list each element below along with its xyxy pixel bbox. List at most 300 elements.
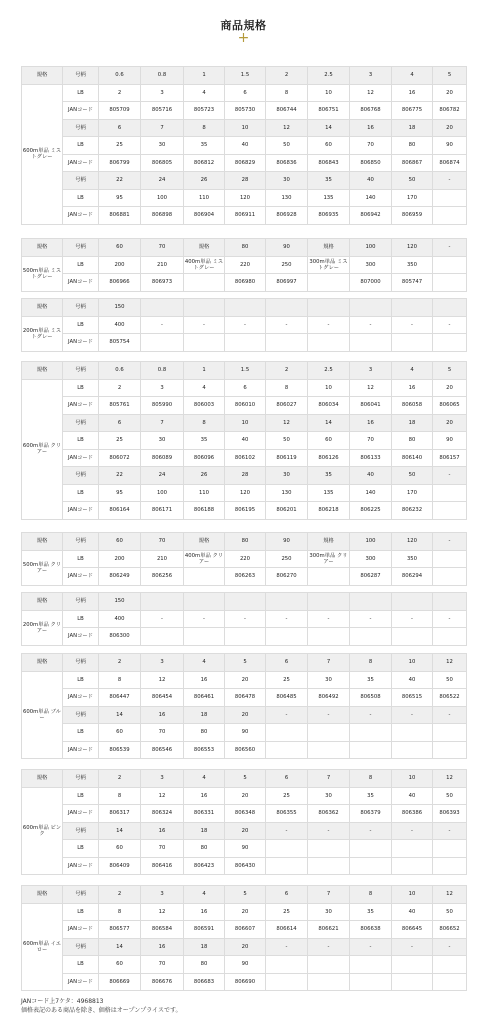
table-row — [22, 397, 467, 415]
table-cell: 805990 — [141, 397, 184, 415]
table-cell: 806256 — [141, 568, 184, 586]
table-cell: 90 — [225, 840, 266, 858]
table-row — [22, 724, 467, 742]
table-cell: 0.6 — [99, 362, 141, 380]
table-cell: 12 — [433, 654, 467, 672]
table-cell: 50 — [433, 903, 467, 921]
table-row — [22, 432, 467, 450]
table-cell: 3 — [350, 67, 392, 85]
table-cell: 80 — [225, 533, 266, 551]
row-label-cell: JANコード — [63, 449, 99, 467]
table-cell — [266, 973, 308, 991]
table-cell: 20 — [225, 938, 266, 956]
table-cell: 7 — [141, 119, 184, 137]
table-row — [22, 137, 467, 155]
table-cell: 806843 — [308, 154, 350, 172]
table-cell: 806799 — [99, 154, 141, 172]
table-cell: 2.5 — [308, 362, 350, 380]
table-cell: 90 — [266, 239, 308, 257]
table-cell: 0.8 — [141, 362, 184, 380]
table-cell: 806126 — [308, 449, 350, 467]
table-cell: 806515 — [392, 689, 433, 707]
table-cell: 6 — [266, 654, 308, 672]
table-cell: 806805 — [141, 154, 184, 172]
table-cell: 3 — [141, 886, 184, 904]
table-cell — [308, 857, 350, 875]
table-cell — [266, 956, 308, 974]
table-cell: 70 — [141, 840, 184, 858]
row-label-cell: 号柄 — [63, 172, 99, 190]
table-cell: 806089 — [141, 449, 184, 467]
row-label-cell: JANコード — [63, 154, 99, 172]
table-cell — [392, 857, 433, 875]
table-row — [22, 903, 467, 921]
table-cell: 135 — [308, 484, 350, 502]
table-cell: 16 — [141, 938, 184, 956]
table-cell: - — [433, 822, 467, 840]
table-cell: 70 — [141, 956, 184, 974]
row-label-cell: LB — [63, 432, 99, 450]
table-cell — [433, 256, 467, 274]
product-name-cell: 600m単品 ピンク — [22, 787, 63, 875]
table-cell: 110 — [184, 189, 225, 207]
row-label-cell: LB — [63, 550, 99, 568]
table-cell: - — [308, 610, 350, 628]
row-label-cell: LB — [63, 903, 99, 921]
table-cell: 14 — [308, 119, 350, 137]
table-cell: 806980 — [225, 274, 266, 292]
table-cell — [308, 741, 350, 759]
table-row — [22, 886, 467, 904]
row-label-cell: 号柄 — [63, 593, 99, 611]
table-row — [22, 256, 467, 274]
table-cell — [308, 334, 350, 352]
table-cell: 50 — [392, 467, 433, 485]
table-cell: - — [392, 938, 433, 956]
table-cell — [392, 628, 433, 646]
table-cell: 90 — [266, 533, 308, 551]
table-cell: 80 — [392, 137, 433, 155]
table-cell: 0.8 — [141, 67, 184, 85]
table-row — [22, 671, 467, 689]
table-cell: 806287 — [350, 568, 392, 586]
table-cell: 2 — [99, 770, 141, 788]
table-cell: 350 — [392, 256, 433, 274]
table-cell: 5 — [433, 362, 467, 380]
table-cell: 12 — [266, 414, 308, 432]
table-cell — [392, 956, 433, 974]
table-cell — [392, 334, 433, 352]
table-cell: 1.5 — [225, 362, 266, 380]
table-cell: 400 — [99, 316, 141, 334]
table-cell: 805730 — [225, 102, 266, 120]
table-cell: 806768 — [350, 102, 392, 120]
table-cell: 80 — [184, 840, 225, 858]
spec-header-cell: 規格 — [22, 533, 63, 551]
table-cell: 6 — [99, 119, 141, 137]
table-row — [22, 119, 467, 137]
table-cell: 50 — [433, 671, 467, 689]
table-cell: 80 — [225, 239, 266, 257]
table-cell — [225, 334, 266, 352]
table-cell: 806386 — [392, 805, 433, 823]
table-cell: 806300 — [99, 628, 141, 646]
row-label-cell: JANコード — [63, 334, 99, 352]
table-cell: 806577 — [99, 921, 141, 939]
table-cell: 135 — [308, 189, 350, 207]
table-cell: - — [433, 316, 467, 334]
table-cell: 8 — [99, 671, 141, 689]
table-cell — [266, 628, 308, 646]
table-cell: 18 — [184, 938, 225, 956]
table-cell — [433, 550, 467, 568]
table-cell: 16 — [350, 119, 392, 137]
table-cell: 8 — [350, 654, 392, 672]
table-cell — [266, 857, 308, 875]
jan-prefix-note: JANコード上7ケタ：4968813 — [21, 998, 104, 1005]
table-cell: 60 — [99, 239, 141, 257]
table-cell — [266, 840, 308, 858]
row-label-cell: JANコード — [63, 397, 99, 415]
table-cell: 806669 — [99, 973, 141, 991]
table-cell: 8 — [350, 770, 392, 788]
table-cell: 18 — [392, 119, 433, 137]
table-row — [22, 610, 467, 628]
table-cell: - — [350, 610, 392, 628]
table-cell: 300m単品 ミストグレー — [308, 256, 350, 274]
spec-header-cell: 規格 — [22, 299, 63, 317]
page-title: 商品規格 — [220, 19, 267, 32]
table-cell: - — [308, 938, 350, 956]
table-cell: 8 — [184, 119, 225, 137]
table-cell: 806614 — [266, 921, 308, 939]
table-cell: 805716 — [141, 102, 184, 120]
table-cell: 5 — [225, 770, 266, 788]
table-cell: 18 — [184, 706, 225, 724]
table-cell: 60 — [99, 840, 141, 858]
table-cell: 25 — [266, 903, 308, 921]
table-cell: 70 — [141, 533, 184, 551]
table-cell: 805754 — [99, 334, 141, 352]
table-row — [22, 770, 467, 788]
table-cell: 806041 — [350, 397, 392, 415]
table-cell: 40 — [350, 172, 392, 190]
table-cell — [141, 593, 184, 611]
table-cell: 3 — [141, 770, 184, 788]
table-row — [22, 956, 467, 974]
table-cell — [392, 840, 433, 858]
table-cell: - — [266, 938, 308, 956]
spec-table — [21, 238, 467, 292]
table-cell: 806867 — [392, 154, 433, 172]
footnotes — [21, 997, 182, 1015]
table-cell: 10 — [392, 654, 433, 672]
table-cell: 7 — [308, 770, 350, 788]
product-name-cell: 600m単品 ミストグレー — [22, 84, 63, 224]
table-cell: 806935 — [308, 207, 350, 225]
table-cell: 806911 — [225, 207, 266, 225]
table-cell: 806270 — [266, 568, 308, 586]
table-cell: 20 — [433, 379, 467, 397]
spec-header-cell: 規格 — [22, 362, 63, 380]
table-cell — [350, 628, 392, 646]
table-cell: 6 — [225, 379, 266, 397]
table-cell — [433, 956, 467, 974]
row-label-cell: JANコード — [63, 741, 99, 759]
table-cell: - — [433, 172, 467, 190]
table-cell: 7 — [308, 886, 350, 904]
table-cell — [308, 274, 350, 292]
table-cell: 806560 — [225, 741, 266, 759]
row-label-cell: 号柄 — [63, 533, 99, 551]
table-cell: 140 — [350, 189, 392, 207]
table-cell: 12 — [141, 903, 184, 921]
table-cell: 140 — [350, 484, 392, 502]
table-cell — [433, 274, 467, 292]
table-cell: 806850 — [350, 154, 392, 172]
table-cell: - — [433, 610, 467, 628]
table-cell — [350, 334, 392, 352]
table-cell — [350, 840, 392, 858]
table-cell — [141, 334, 184, 352]
table-row — [22, 154, 467, 172]
table-cell: 806010 — [225, 397, 266, 415]
table-cell: 4 — [184, 654, 225, 672]
table-cell: 16 — [350, 414, 392, 432]
table-cell: 8 — [99, 903, 141, 921]
table-cell — [433, 484, 467, 502]
table-row — [22, 857, 467, 875]
table-cell: 2 — [266, 67, 308, 85]
table-cell — [350, 299, 392, 317]
table-cell: 25 — [266, 671, 308, 689]
table-cell: 60 — [308, 137, 350, 155]
table-cell — [308, 628, 350, 646]
table-cell: 806133 — [350, 449, 392, 467]
table-cell — [308, 593, 350, 611]
table-cell: 3 — [141, 654, 184, 672]
table-cell: 806973 — [141, 274, 184, 292]
table-cell: 1 — [184, 67, 225, 85]
table-cell: 80 — [184, 724, 225, 742]
table-cell: 14 — [99, 938, 141, 956]
table-cell: - — [266, 822, 308, 840]
table-cell: 806201 — [266, 502, 308, 520]
table-cell: 806195 — [225, 502, 266, 520]
table-cell: 100 — [350, 533, 392, 551]
table-cell: 22 — [99, 172, 141, 190]
table-cell: 150 — [99, 299, 141, 317]
table-cell: 16 — [184, 671, 225, 689]
table-cell — [225, 299, 266, 317]
table-cell: 20 — [225, 787, 266, 805]
table-row — [22, 84, 467, 102]
table-cell — [184, 299, 225, 317]
table-cell — [392, 973, 433, 991]
table-cell: 25 — [99, 432, 141, 450]
table-cell: - — [141, 610, 184, 628]
spec-header-cell: 規格 — [22, 654, 63, 672]
table-cell: 規格 — [308, 533, 350, 551]
table-cell: 807000 — [350, 274, 392, 292]
table-cell: 806393 — [433, 805, 467, 823]
table-row — [22, 921, 467, 939]
table-cell: 300m単品 クリアー — [308, 550, 350, 568]
table-cell: 20 — [225, 903, 266, 921]
table-cell — [433, 568, 467, 586]
table-cell: 806775 — [392, 102, 433, 120]
table-cell: 16 — [392, 84, 433, 102]
table-cell: 806058 — [392, 397, 433, 415]
spec-table — [21, 532, 467, 586]
table-cell: 25 — [266, 787, 308, 805]
table-cell: 90 — [433, 137, 467, 155]
table-cell — [392, 299, 433, 317]
table-cell: 220 — [225, 256, 266, 274]
table-cell: 8 — [266, 84, 308, 102]
table-cell: - — [266, 706, 308, 724]
table-cell: 806140 — [392, 449, 433, 467]
table-cell: 806751 — [308, 102, 350, 120]
table-cell: - — [266, 610, 308, 628]
table-cell: 20 — [225, 822, 266, 840]
table-cell: 5 — [225, 654, 266, 672]
table-row — [22, 973, 467, 991]
table-cell: 4 — [184, 770, 225, 788]
table-cell: 806102 — [225, 449, 266, 467]
table-cell — [184, 568, 225, 586]
table-cell: 806829 — [225, 154, 266, 172]
table-cell: 130 — [266, 189, 308, 207]
table-cell: 806874 — [433, 154, 467, 172]
row-label-cell: JANコード — [63, 207, 99, 225]
table-cell: 16 — [184, 787, 225, 805]
table-cell: 806096 — [184, 449, 225, 467]
table-cell: 250 — [266, 256, 308, 274]
table-cell: - — [184, 316, 225, 334]
table-cell: 806546 — [141, 741, 184, 759]
table-cell: - — [433, 533, 467, 551]
table-row — [22, 172, 467, 190]
row-label-cell: LB — [63, 671, 99, 689]
table-cell: 4 — [184, 84, 225, 102]
table-cell: 100 — [141, 189, 184, 207]
table-cell: 2 — [99, 886, 141, 904]
table-cell: 806232 — [392, 502, 433, 520]
table-cell — [433, 593, 467, 611]
table-cell: 806959 — [392, 207, 433, 225]
table-cell: 400m単品 ミストグレー — [184, 256, 225, 274]
table-cell: 806782 — [433, 102, 467, 120]
row-label-cell: 号柄 — [63, 938, 99, 956]
table-cell — [350, 956, 392, 974]
row-label-cell: LB — [63, 137, 99, 155]
table-cell: 806539 — [99, 741, 141, 759]
table-cell: 12 — [141, 787, 184, 805]
table-row — [22, 550, 467, 568]
table-cell — [433, 189, 467, 207]
row-label-cell: 号柄 — [63, 239, 99, 257]
table-cell: 90 — [225, 724, 266, 742]
table-cell — [266, 741, 308, 759]
table-cell: 806072 — [99, 449, 141, 467]
table-cell: 35 — [184, 137, 225, 155]
table-cell: 60 — [99, 724, 141, 742]
table-cell: 40 — [392, 671, 433, 689]
spec-table — [21, 66, 467, 225]
table-cell: 50 — [433, 787, 467, 805]
spec-table — [21, 298, 467, 352]
table-cell: - — [184, 610, 225, 628]
table-cell: 806294 — [392, 568, 433, 586]
table-cell: 5 — [225, 886, 266, 904]
table-row — [22, 787, 467, 805]
product-name-cell: 600m単品 イエロー — [22, 903, 63, 991]
table-cell: 12 — [266, 119, 308, 137]
row-label-cell: 号柄 — [63, 362, 99, 380]
table-cell: 60 — [308, 432, 350, 450]
table-cell: - — [433, 938, 467, 956]
table-cell: 806553 — [184, 741, 225, 759]
table-row — [22, 449, 467, 467]
table-cell — [308, 840, 350, 858]
table-cell — [141, 628, 184, 646]
table-cell: 20 — [433, 84, 467, 102]
table-cell: 7 — [308, 654, 350, 672]
table-cell: 806171 — [141, 502, 184, 520]
table-row — [22, 568, 467, 586]
row-label-cell: LB — [63, 256, 99, 274]
table-cell: 806416 — [141, 857, 184, 875]
table-cell: 20 — [433, 119, 467, 137]
table-cell: - — [308, 822, 350, 840]
table-cell: 12 — [433, 886, 467, 904]
table-cell: - — [350, 822, 392, 840]
plus-icon: + — [237, 30, 250, 46]
table-cell — [350, 741, 392, 759]
table-cell — [184, 274, 225, 292]
table-cell: - — [266, 316, 308, 334]
table-cell — [392, 724, 433, 742]
product-name-cell: 200m単品 ミストグレー — [22, 316, 63, 351]
table-cell: - — [392, 706, 433, 724]
table-cell — [266, 724, 308, 742]
table-cell: 6 — [225, 84, 266, 102]
table-cell: 12 — [141, 671, 184, 689]
table-cell: 95 — [99, 484, 141, 502]
table-cell: 30 — [308, 671, 350, 689]
table-cell: 806225 — [350, 502, 392, 520]
table-cell: 70 — [141, 724, 184, 742]
table-cell: 10 — [308, 379, 350, 397]
table-cell: 350 — [392, 550, 433, 568]
table-cell: 400m単品 クリアー — [184, 550, 225, 568]
table-cell: 1 — [184, 362, 225, 380]
table-cell: 6 — [266, 770, 308, 788]
row-label-cell: 号柄 — [63, 299, 99, 317]
table-cell: 10 — [308, 84, 350, 102]
table-row — [22, 593, 467, 611]
table-cell — [266, 334, 308, 352]
table-cell: 70 — [141, 239, 184, 257]
table-cell: 14 — [308, 414, 350, 432]
table-cell: 806942 — [350, 207, 392, 225]
table-cell: 規格 — [184, 533, 225, 551]
row-label-cell: JANコード — [63, 274, 99, 292]
table-cell — [184, 334, 225, 352]
table-cell: 806447 — [99, 689, 141, 707]
table-cell: 40 — [350, 467, 392, 485]
